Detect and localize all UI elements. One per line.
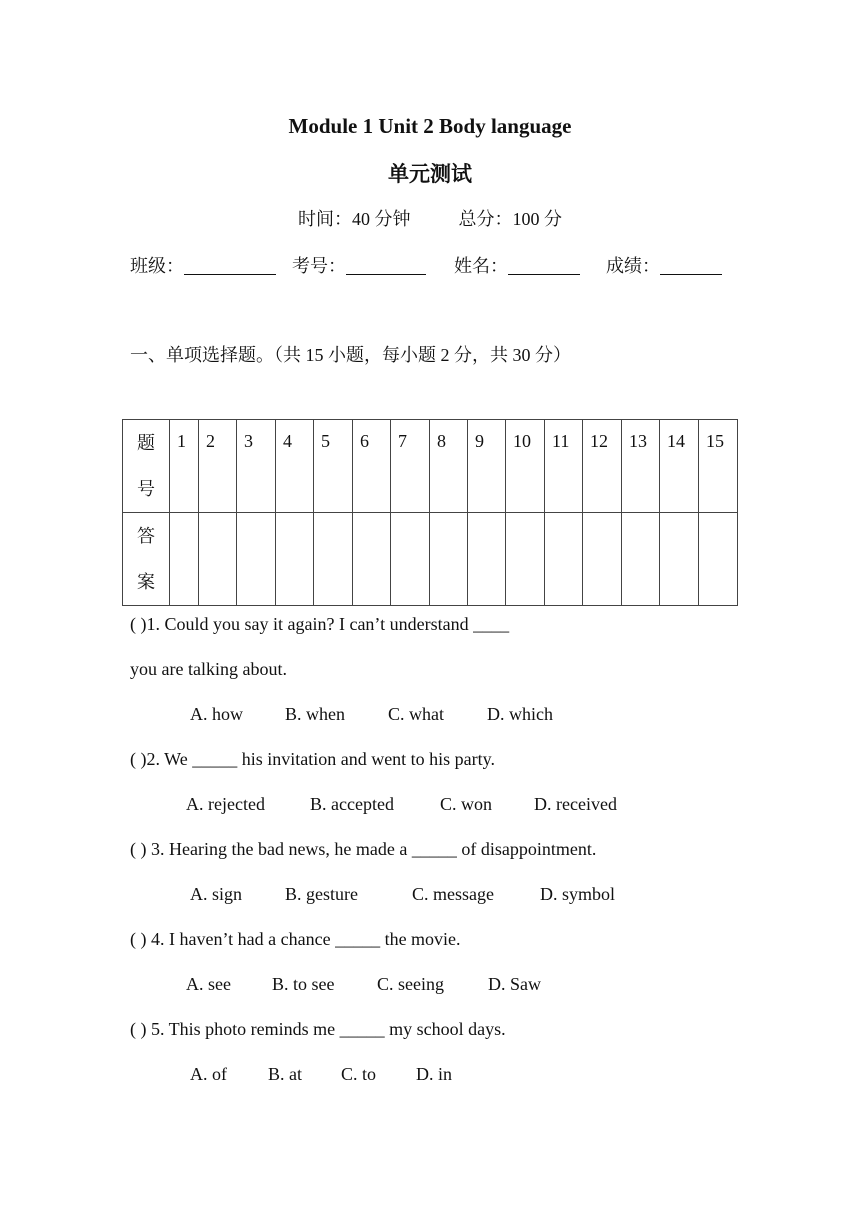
question-number-cell: 7 xyxy=(391,420,430,513)
number-row xyxy=(123,420,738,513)
option-d[interactable]: D. which xyxy=(487,704,553,724)
question-number-cell: 5 xyxy=(314,420,353,513)
option-a[interactable]: A. see xyxy=(186,974,231,994)
time-limit: 时间：40 分钟 xyxy=(298,209,411,229)
answer-cell[interactable] xyxy=(430,513,468,606)
answer-table xyxy=(122,419,738,606)
question-number-cell: 14 xyxy=(660,420,699,513)
question-number-cell: 4 xyxy=(276,420,314,513)
answer-cell[interactable] xyxy=(353,513,391,606)
option-d[interactable]: D. in xyxy=(416,1064,452,1084)
question-number-cell: 13 xyxy=(622,420,660,513)
question-1-stem: ( )1. Could you say it again? I can’t understand ____ xyxy=(130,614,510,634)
name-label: 姓名： xyxy=(454,256,508,276)
score-blank[interactable] xyxy=(660,256,722,275)
question-number-cell: 8 xyxy=(430,420,468,513)
answer-cell[interactable] xyxy=(545,513,583,606)
question-number-cell: 15 xyxy=(699,420,738,513)
question-number-cell: 1 xyxy=(170,420,199,513)
answer-row-header: 答 案 xyxy=(123,513,170,606)
option-c[interactable]: C. won xyxy=(440,794,493,814)
answer-cell[interactable] xyxy=(391,513,430,606)
option-c[interactable]: C. seeing xyxy=(377,974,444,994)
score-field xyxy=(606,252,722,278)
answer-row xyxy=(123,513,738,606)
class-blank[interactable] xyxy=(184,256,276,275)
option-b[interactable]: B. at xyxy=(268,1064,302,1084)
exam-meta xyxy=(0,205,860,231)
option-d[interactable]: D. received xyxy=(534,794,617,814)
exam-no-field xyxy=(292,252,426,278)
option-b[interactable]: B. to see xyxy=(272,974,335,994)
option-a[interactable]: A. rejected xyxy=(186,794,265,814)
answer-cell[interactable] xyxy=(199,513,237,606)
question-1-stem-cont: you are talking about. xyxy=(130,659,287,679)
question-number-cell: 2 xyxy=(199,420,237,513)
option-d[interactable]: D. symbol xyxy=(540,884,616,904)
document-title: Module 1 Unit 2 Body language xyxy=(288,114,572,138)
option-b[interactable]: B. when xyxy=(285,704,345,724)
option-a[interactable]: A. how xyxy=(190,704,243,724)
option-c[interactable]: C. message xyxy=(412,884,494,904)
section-heading: 一、单项选择题。（共 15 小题，每小题 2 分，共 30 分） xyxy=(130,345,571,365)
option-d[interactable]: D. Saw xyxy=(488,974,541,994)
question-number-cell: 11 xyxy=(545,420,583,513)
answer-cell[interactable] xyxy=(699,513,738,606)
class-field xyxy=(130,252,276,278)
number-row-header: 题 号 xyxy=(123,420,170,513)
answer-cell[interactable] xyxy=(314,513,353,606)
option-c[interactable]: C. what xyxy=(388,704,444,724)
option-a[interactable]: A. of xyxy=(190,1064,227,1084)
option-a[interactable]: A. sign xyxy=(190,884,243,904)
question-number-cell: 6 xyxy=(353,420,391,513)
total-score: 总分：100 分 xyxy=(458,209,562,229)
answer-cell[interactable] xyxy=(468,513,506,606)
name-blank[interactable] xyxy=(508,256,580,275)
answer-cell[interactable] xyxy=(506,513,545,606)
answer-cell[interactable] xyxy=(583,513,622,606)
answer-cell[interactable] xyxy=(237,513,276,606)
question-number-cell: 3 xyxy=(237,420,276,513)
question-number-cell: 10 xyxy=(506,420,545,513)
question-number-cell: 9 xyxy=(468,420,506,513)
answer-cell[interactable] xyxy=(170,513,199,606)
class-label: 班级： xyxy=(130,256,184,276)
option-b[interactable]: B. gesture xyxy=(285,884,358,904)
exam-no-blank[interactable] xyxy=(346,256,426,275)
question-5-stem: ( ) 5. This photo reminds me _____ my school days. xyxy=(130,1019,506,1039)
question-number-cell: 12 xyxy=(583,420,622,513)
option-c[interactable]: C. to xyxy=(341,1064,377,1084)
score-label: 成绩： xyxy=(606,256,660,276)
exam-no-label: 考号： xyxy=(292,256,346,276)
answer-cell[interactable] xyxy=(660,513,699,606)
answer-cell[interactable] xyxy=(276,513,314,606)
question-4-stem: ( ) 4. I haven’t had a chance _____ the movie. xyxy=(130,929,461,949)
name-field xyxy=(454,252,580,278)
answer-cell[interactable] xyxy=(622,513,660,606)
document-subtitle: 单元测试 xyxy=(388,162,472,186)
question-2-stem: ( )2. We _____ his invitation and went to his party. xyxy=(130,749,496,769)
question-3-stem: ( ) 3. Hearing the bad news, he made a _____ of disappointment. xyxy=(130,839,597,859)
option-b[interactable]: B. accepted xyxy=(310,794,394,814)
